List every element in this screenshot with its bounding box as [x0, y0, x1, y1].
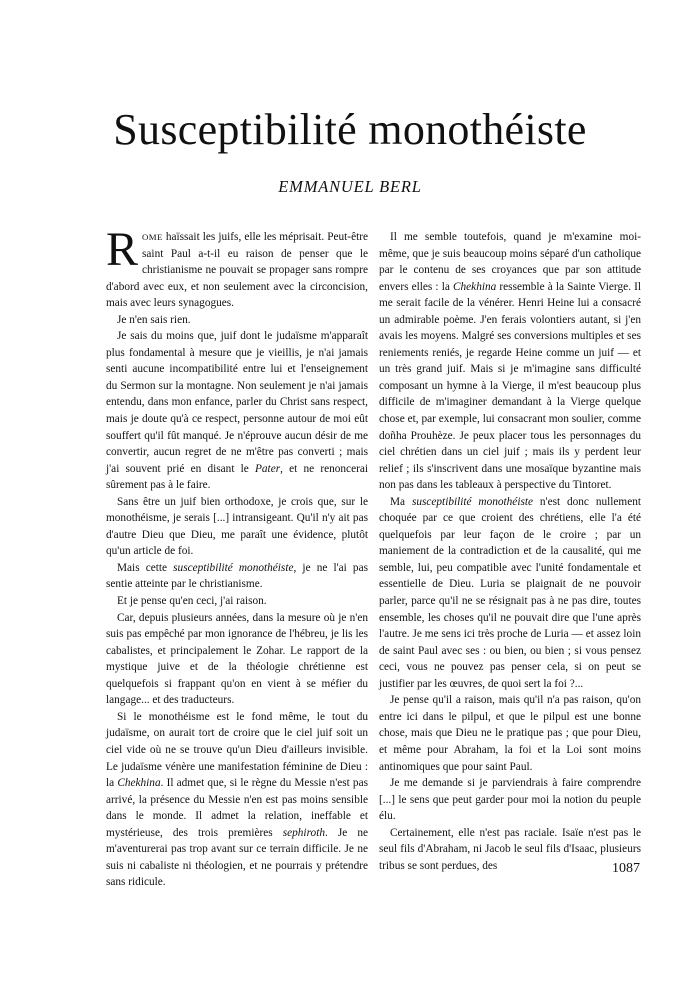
article-author: EMMANUEL BERL [278, 177, 422, 196]
left-column [106, 223, 369, 891]
paragraph-text: . Il admet que, si le règne du Messie n'est pas arrivé, la présence du Messie n'en est pas moins sensible dans le monde. Il admet la relation, ineffable et mystérieuse, des trois premières [106, 777, 368, 839]
paragraph-text: haïssait les juifs, elle les méprisait. Peut-être saint Paul a-t-il eu raison de penser que le christianisme ne pouvait se propager sans rompre d'abord avec eux, et non seulement avec la circoncision, mais avec leurs synagogues. [106, 231, 368, 310]
paragraph-4: Sans être un juif bien orthodoxe, je crois que, sur le monothéisme, je serais [...] intransigeant. Qu'il n'y ait pas d'autre Dieu que Dieu, me paraît une évidence, plutôt qu'un article de foi. [106, 495, 368, 558]
paragraph-text: ressemble à la Sainte Vierge. Il me serait facile de la vénérer. Henri Heine lui a consacré un admirable poème. J'en ferais volontiers autant, si j'en avais les moyens. Malgré ses conversions multiples et ses reniements reniés, je regarde Heine comme un juif — et un très grand juif. Mais si je m'imagine sans difficulté composant un hymne à la Vierge, il m'est beaucoup plus difficile de m'imaginer demandant à la Vierge quelque chose et, par exemple, lui consacrant mon soulier, comme doñha Prouhèze. Je peux placer tous les personnages du ciel chrétien dans un ciel juif ; mais ils y perdent leur relief ; ils s'inscrivent dans une mosaïque byzantine mais non pas dans les tableaux à perspective du Tintoret. [379, 280, 641, 492]
paragraph-text: Mais cette [117, 561, 174, 574]
paragraph-text: , et ne renoncerai sûrement pas à le faire. [106, 462, 368, 492]
paragraph-text: Ma [390, 495, 412, 508]
paragraph-text: n'est donc nullement choquée par ce que croient des chrétiens, elle l'a été quelquefois par leur façon de le croire ; par un maniement de la contradiction et de la causalité, qui me semble, lui, peu compatible avec l'unité fondamentale et essentielle de Dieu. Luria se plaignait de ne pouvoir parler, parce qu'il ne se résignait pas à ne pas dire, toutes ensemble, les choses qu'il ne pouvait dire que l'une après l'autre. Je me sens ici très proche de Luria — et assez loin de saint Paul avec ses : ou bien, ou bien ; si vous pensez ceci, vous ne pouvez pas penser cela, si on peut se justifier par les œuvres, de quoi sert la foi ?... [379, 495, 641, 690]
italic-text: Chekhina [452, 280, 497, 293]
paragraph-3 [106, 328, 368, 493]
italic-text: Pater [255, 462, 281, 475]
drop-cap: R [106, 223, 139, 276]
paragraph-5: Certainement, elle n'est pas raciale. Isaïe n'est pas le seul fils d'Abraham, ni Jacob le seul fils d'Isaac, plusieurs tribus se sont perdues, des [379, 826, 641, 872]
paragraph-text: Il me semble toutefois, quand je m'examine moi-même, que je suis beaucoup moins séparé d'un catholique par le contenu de ses croyances que par son attitude envers elles : la [379, 231, 641, 293]
italic-text: sephiroth [282, 826, 325, 839]
italic-text: Chekhina [117, 777, 161, 790]
paragraph-6: Et je pense qu'en ceci, j'ai raison. [117, 595, 267, 608]
paragraph-2: Je n'en sais rien. [117, 313, 191, 326]
paragraph-5 [106, 560, 368, 593]
paragraph-8 [106, 709, 368, 891]
paragraph-text: Je sais du moins que, juif dont le judaïsme m'apparaît plus fondamental à mesure que je vieillis, je n'ai jamais senti aucune incompatibilité entre lui et l'enseignement du Sermon sur la montagne. Non seulement je n'ai jamais entendu, dans mon enfance, parler du Christ sans respect, mais je doute qu'à ce respect, personne autour de moi eût souffert qu'il fût manqué. Je n'éprouve aucun désir de me convertir, aucun regret de ne m'être pas converti ; mais j'ai souvent prié en disant le [106, 330, 368, 475]
italic-text: susceptibilité monothéiste [173, 561, 294, 574]
paragraph-text: . Je ne m'aventurerai pas trop avant sur ce terrain difficile. Je ne suis ni cabaliste ni théologien, et ne pourrais y prétendre sans ridicule. [106, 826, 369, 889]
paragraph-7: Car, depuis plusieurs années, dans la mesure où je n'en suis pas empêché par mon ignorance de l'hébreu, je lis les cabalistes, et principalement le Zohar. Le rapport de la mystique juive et de la théologie chrétienne est quelquefois si frappant qu'on en vient à se méfier du langage... et des traducteurs. [106, 611, 368, 707]
page-number: 1087 [612, 861, 640, 876]
right-column [379, 229, 641, 874]
article-title: Susceptibilité monothéiste [113, 105, 587, 154]
italic-text: susceptibilité monothéiste [411, 495, 534, 508]
paragraph-text: , je ne l'ai pas sentie atteinte par le christianisme. [106, 561, 368, 591]
small-caps-text: OME [142, 232, 163, 242]
paragraph-text: Si le monothéisme est le fond même, le tout du judaïsme, on aurait tort de croire que le ciel juif soit un ciel vide où ne se trouve qu'un Dieu d'ailleurs invisible. Le judaïsme vénère une manifestation féminine de Dieu : la [106, 710, 368, 790]
paragraph-4: Je me demande si je parviendrais à faire comprendre [...] le sens que peut garder pour moi la notion du peuple élu. [379, 777, 641, 823]
paragraph-3: Je pense qu'il a raison, mais qu'il n'a pas raison, qu'on entre ici dans le pilpul, et que le pilpul est une bonne chose, mais que Dieu ne le pratique pas ; que pour Dieu, et même pour Abraham, la foi et la Loi sont moins antinomiques que pour saint Paul. [379, 694, 641, 773]
paragraph-1 [379, 229, 641, 494]
paragraph-1 [106, 223, 368, 312]
paragraph-2 [379, 494, 641, 693]
